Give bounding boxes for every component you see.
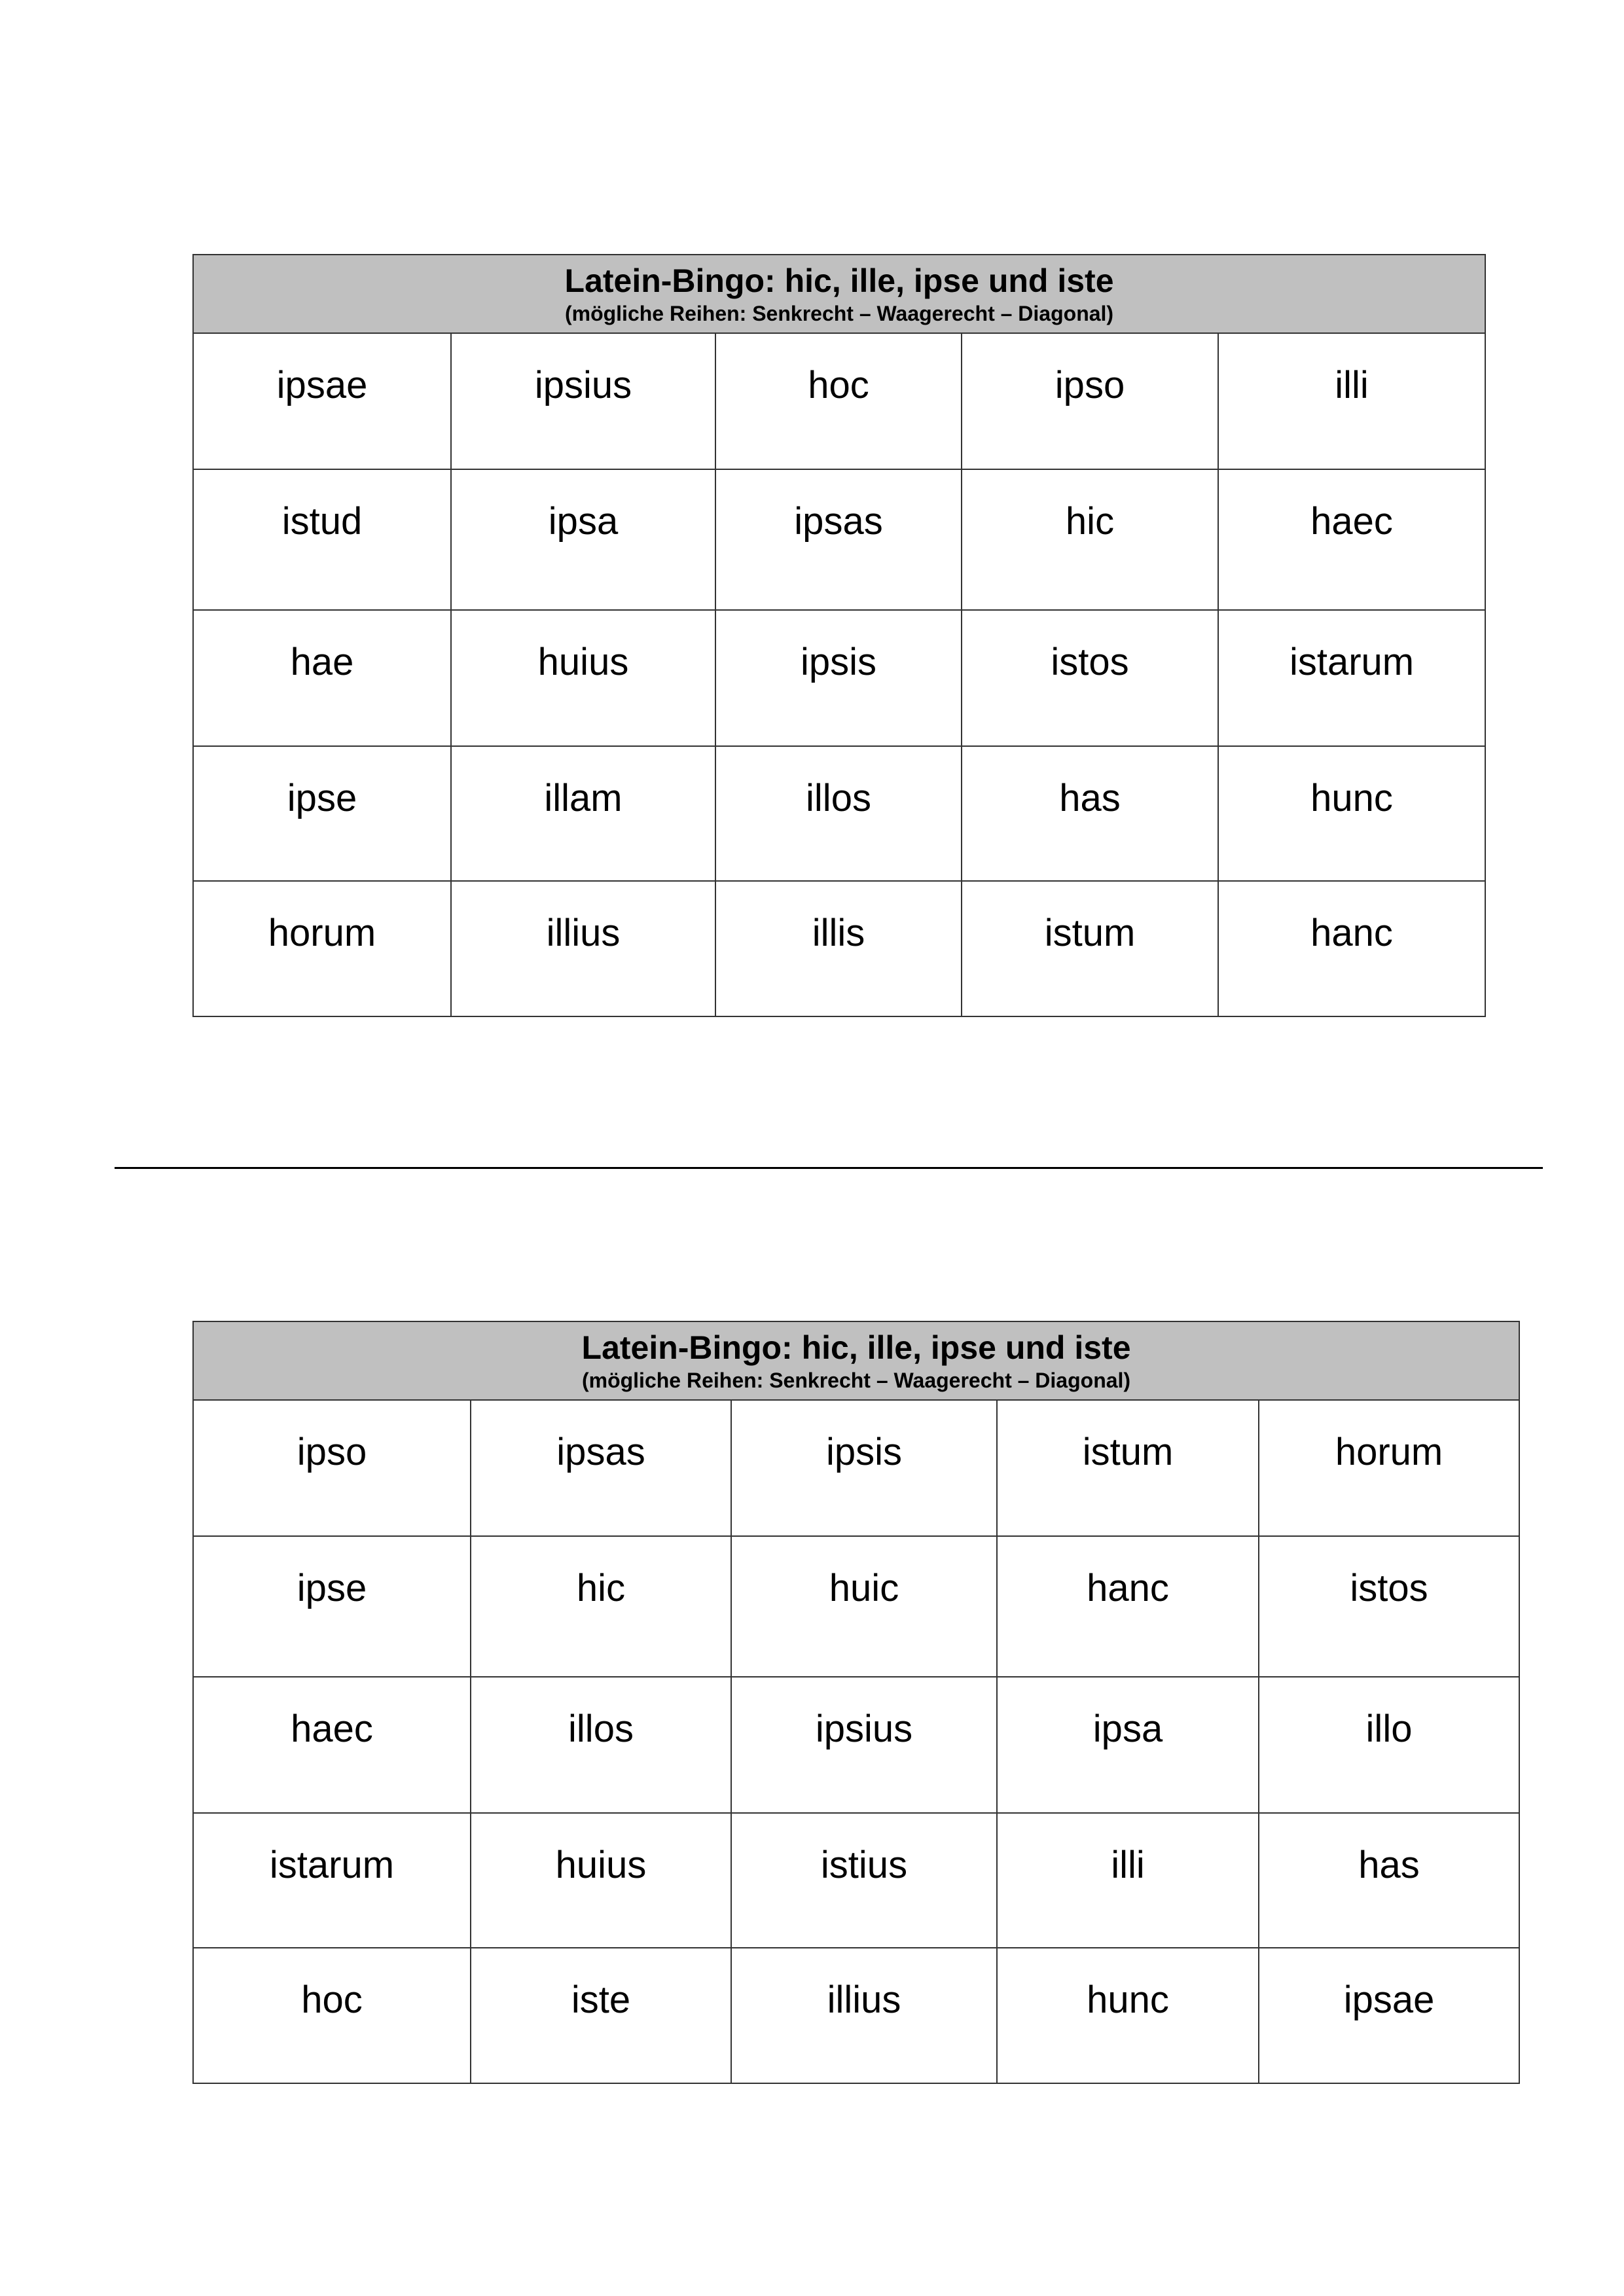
bingo-cell[interactable]: huic <box>731 1536 997 1677</box>
bingo-cell[interactable]: has <box>1259 1813 1519 1948</box>
card-header <box>193 255 1485 333</box>
bingo-cell[interactable]: istos <box>1259 1536 1519 1677</box>
bingo-cell[interactable]: iste <box>471 1948 731 2083</box>
card-header <box>193 1321 1519 1400</box>
bingo-cell[interactable]: illo <box>1259 1677 1519 1813</box>
bingo-cell[interactable]: huius <box>471 1813 731 1948</box>
bingo-cell[interactable]: hoc <box>715 333 962 469</box>
bingo-cell[interactable]: illi <box>1218 333 1485 469</box>
bingo-cell[interactable]: haec <box>1218 469 1485 610</box>
bingo-cell[interactable]: istarum <box>193 1813 471 1948</box>
card-title: Latein-Bingo: hic, ille, ipse und iste <box>564 262 1114 299</box>
bingo-cell[interactable]: istum <box>962 881 1218 1016</box>
bingo-cell[interactable]: huius <box>451 610 715 746</box>
bingo-cell[interactable]: istud <box>193 469 451 610</box>
bingo-cell[interactable]: illam <box>451 746 715 881</box>
bingo-cell[interactable]: ipso <box>193 1400 471 1536</box>
bingo-cell[interactable]: ipsa <box>451 469 715 610</box>
bingo-cell[interactable]: has <box>962 746 1218 881</box>
bingo-cell[interactable]: ipsae <box>1259 1948 1519 2083</box>
bingo-cell[interactable]: hic <box>962 469 1218 610</box>
table-row <box>193 1677 1519 1813</box>
table-row <box>193 333 1485 469</box>
table-row <box>193 1400 1519 1536</box>
bingo-cell[interactable]: haec <box>193 1677 471 1813</box>
card-subtitle: (mögliche Reihen: Senkrecht – Waagerecht – Diagonal) <box>564 302 1114 325</box>
bingo-cell[interactable]: ipsius <box>451 333 715 469</box>
bingo-card-2 <box>192 1321 1520 2084</box>
cut-line-divider <box>115 1167 1543 1169</box>
table-row <box>193 1536 1519 1677</box>
bingo-cell[interactable]: ipsis <box>715 610 962 746</box>
bingo-cell[interactable]: ipsae <box>193 333 451 469</box>
bingo-cell[interactable]: hoc <box>193 1948 471 2083</box>
bingo-cell[interactable]: ipsas <box>715 469 962 610</box>
bingo-cell[interactable]: ipsius <box>731 1677 997 1813</box>
bingo-card-1 <box>192 254 1486 1017</box>
table-row <box>193 1813 1519 1948</box>
bingo-cell[interactable]: istos <box>962 610 1218 746</box>
table-row <box>193 746 1485 881</box>
bingo-cell[interactable]: ipse <box>193 746 451 881</box>
table-row <box>193 881 1485 1016</box>
bingo-cell[interactable]: hunc <box>1218 746 1485 881</box>
bingo-cell[interactable]: ipsas <box>471 1400 731 1536</box>
bingo-cell[interactable]: ipsa <box>997 1677 1259 1813</box>
bingo-cell[interactable]: ipsis <box>731 1400 997 1536</box>
bingo-cell[interactable]: illi <box>997 1813 1259 1948</box>
table-row <box>193 610 1485 746</box>
bingo-cell[interactable]: ipse <box>193 1536 471 1677</box>
bingo-cell[interactable]: illos <box>471 1677 731 1813</box>
bingo-cell[interactable]: hanc <box>1218 881 1485 1016</box>
table-row <box>193 1948 1519 2083</box>
bingo-cell[interactable]: illis <box>715 881 962 1016</box>
bingo-cell[interactable]: ipso <box>962 333 1218 469</box>
bingo-cell[interactable]: horum <box>1259 1400 1519 1536</box>
bingo-cell[interactable]: hic <box>471 1536 731 1677</box>
table-row <box>193 469 1485 610</box>
bingo-cell[interactable]: istarum <box>1218 610 1485 746</box>
bingo-cell[interactable]: illius <box>731 1948 997 2083</box>
bingo-cell[interactable]: hunc <box>997 1948 1259 2083</box>
bingo-cell[interactable]: illius <box>451 881 715 1016</box>
bingo-cell[interactable]: hae <box>193 610 451 746</box>
card-subtitle: (mögliche Reihen: Senkrecht – Waagerecht – Diagonal) <box>581 1369 1131 1392</box>
bingo-cell[interactable]: horum <box>193 881 451 1016</box>
bingo-cell[interactable]: illos <box>715 746 962 881</box>
bingo-cell[interactable]: istum <box>997 1400 1259 1536</box>
bingo-cell[interactable]: istius <box>731 1813 997 1948</box>
bingo-cell[interactable]: hanc <box>997 1536 1259 1677</box>
card-title: Latein-Bingo: hic, ille, ipse und iste <box>581 1329 1131 1366</box>
